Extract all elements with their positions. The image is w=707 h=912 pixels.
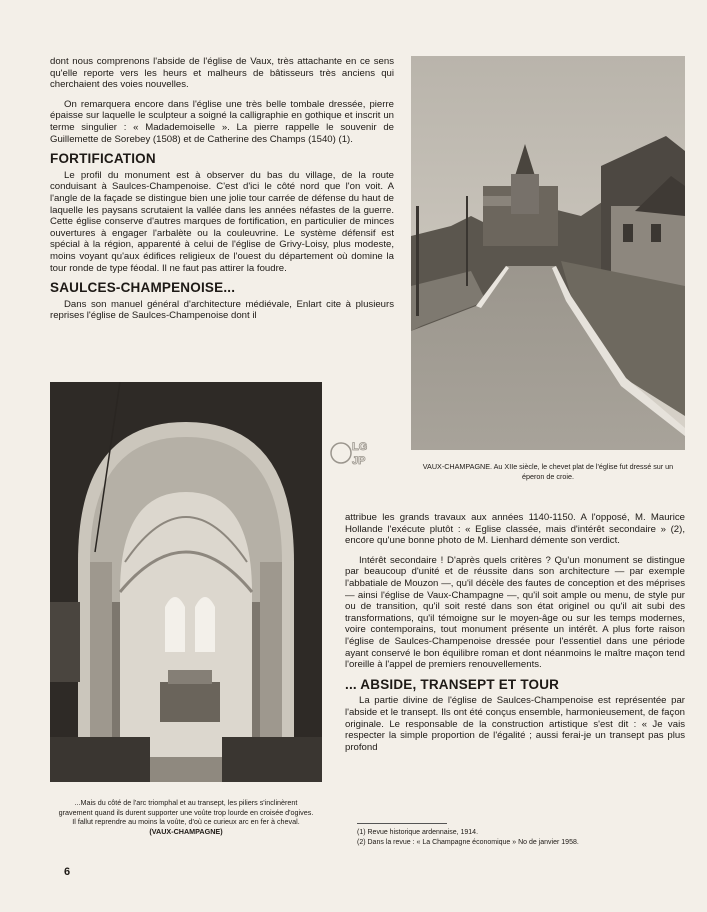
- paragraph: Intérêt secondaire ! D'après quels critères ? Qu'un monument se distingue par beaucoup d'unité et de réussite dans son architecture — par exemple l'abbatiale de Mouzon —, qu'il décèle des fautes de conception et des méprises — ainsi l'église de Vaux-Champagne —, qu'il soit ample ou menu, de style pur ou de transition, qu'il soit resté dans son état originel ou qu'il ait subi des transformations, qu'il témoigne sur le moyen-âge ou sur les temps modernes, voire contemporains, tout monument présente un intérêt. A plus forte raison l'église de Saulces-Champenoise dressée pour l'essentiel dans une période ayant conservé le bon équilibre roman et dont néanmoins le maître maçon tend l'oreille à l'appel de premiers renouvellements.: [345, 554, 685, 671]
- left-column-text: [50, 56, 394, 330]
- footnote: (2) Dans la revue : « La Champagne économique » No de janvier 1958.: [357, 838, 579, 846]
- paragraph: Dans son manuel général d'architecture médiévale, Enlart cite à plusieurs reprises l'église de Saulces-Champenoise dont il: [50, 298, 394, 322]
- paragraph: On remarquera encore dans l'église une très belle tombale dressée, pierre épaisse sur laquelle le sculpteur a soigné la calligraphie en gothique et inscrit un terme singulier : « Madademoiselle ». La pierre rappelle le souvenir de Guillemette de Sorebey (1508) et de Catherine des Champs (1540) (1).: [50, 98, 394, 145]
- paragraph: attribue les grands travaux aux années 1140-1150. A l'opposé, M. Maurice Hollande l'exécute plutôt : « Eglise classée, mais d'intérêt secondaire » (2), encore qu'une bonne photo de M. Lienhard démente son verdict.: [345, 512, 685, 547]
- footnote: (1) Revue historique ardennaise, 1914.: [357, 829, 479, 836]
- right-column-text: [345, 512, 685, 761]
- footnote-rule: [357, 823, 447, 824]
- library-stamp: [330, 436, 374, 470]
- paragraph: dont nous comprenons l'abside de l'église de Vaux, très attachante en ce sens qu'elle reporte vers les heurs et malheurs de bâtisseurs très anciens qui cherchaient des voies nouvelles.: [50, 56, 394, 91]
- caption-top-photo: VAUX-CHAMPAGNE. Au XIIe siècle, le chevet plat de l'église fut dressé sur un éperon de croie.: [422, 462, 674, 481]
- caption-text: ...Mais du côté de l'arc triomphal et au transept, les piliers s'inclinèrent gravement quand ils durent supporter une voûte trop lourde en croisée d'ogives. Il fallut reprendre au moins la voûte, d'où ce curieux arc en fer à cheval.: [58, 798, 314, 826]
- section-heading-fortification: FORTIFICATION: [50, 151, 156, 167]
- photo-church-interior: [50, 382, 322, 782]
- caption-bottom-photo: [58, 798, 314, 836]
- footnotes: [357, 828, 687, 847]
- photo-village-road: [411, 56, 685, 450]
- section-heading-saulces: SAULCES-CHAMPENOISE...: [50, 280, 236, 296]
- svg-text:JP: JP: [352, 455, 366, 467]
- page-number: 6: [64, 866, 71, 878]
- section-heading-abside: ... ABSIDE, TRANSEPT ET TOUR: [345, 676, 560, 692]
- paragraph: La partie divine de l'église de Saulces-Champenoise est représentée par l'abside et le transept. Ils ont été conçus ensemble, harmonieusement, de façon originale. Le responsable de la construction artistique s'est dit : « Je vais respecter la simple proportion de l'égalité ; aussi ferai-je un transept pas plus profond: [345, 695, 685, 753]
- caption-location: (VAUX-CHAMPAGNE): [149, 826, 223, 836]
- svg-text:LG: LG: [352, 441, 368, 453]
- paragraph: Le profil du monument est à observer du bas du village, de la route conduisant à Saulces-Champenoise. C'est d'ici le côté nord que l'on voit. A l'angle de la façade se distingue bien une jolie tour carrée de défense du haut de laquelle les paysans scrutaient la vallée dans les années néfastes de la guerre. Cette église conserve d'autres marques de fortification, en particulier de minces ouvertures à engager l'arbalète ou la couleuvrine. Le système défensif est spécial à la région, apparenté à celui de l'église de Grivy-Loisy, plus modeste, moins voyant qu'aux édifices religieux de l'ouest du département où domine la tour ronde de type féodal. Il ne faut pas attirer la foudre.: [50, 169, 394, 274]
